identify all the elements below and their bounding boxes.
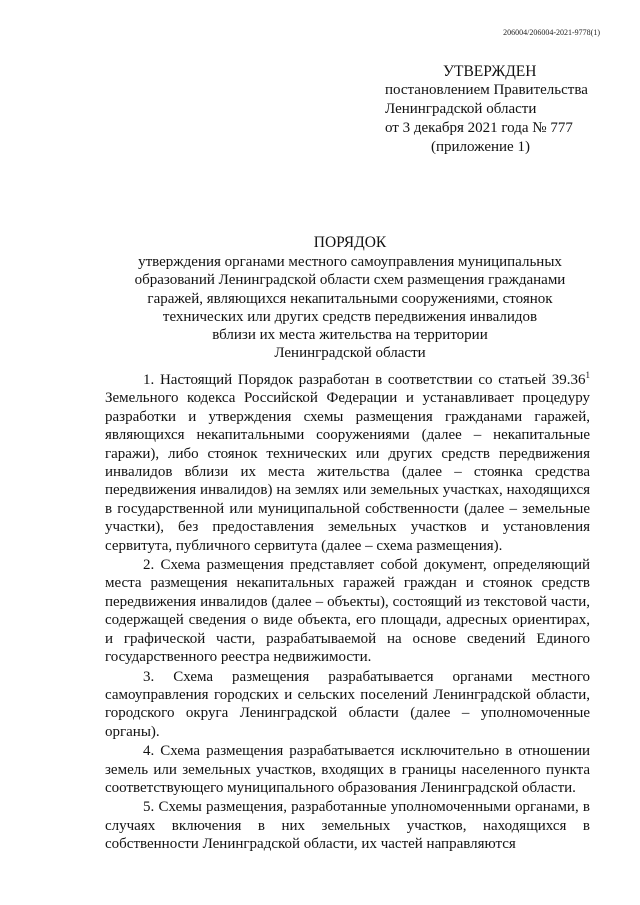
subtitle-line: вблизи их места жительства на территории [212, 327, 488, 344]
document-title: ПОРЯДОК [313, 234, 387, 251]
approval-line: Ленинградской области [385, 101, 537, 117]
approval-note: (приложение 1) [431, 139, 530, 155]
approval-title: УТВЕРЖДЕН [443, 63, 537, 80]
document-body [105, 371, 590, 854]
approval-line: от 3 декабря 2021 года № 777 [385, 120, 573, 136]
paragraph-3: 3. Схема размещения разрабатывается органами местного самоуправления городских и сельских поселений Ленинградской области, городского округа Ленинградской области (далее – уполномоченные органы). [105, 668, 590, 740]
paragraph-5: 5. Схемы размещения, разработанные уполномоченными органами, в случаях включения в них земельных участков, находящихся в собственности Ленинградской области, их частей направляются [105, 799, 590, 853]
approval-line: постановлением Правительства [385, 82, 588, 98]
approval-stamp [385, 62, 588, 157]
subtitle-line: образований Ленинградской области схем размещения гражданами [134, 272, 566, 289]
paragraph-1 [105, 371, 590, 555]
document-title-block [100, 234, 600, 362]
paragraph-text-continued: Земельного кодекса Российской Федерации и устанавливает процедуру разработки и утверждения схемы размещения гражданами гаражей, являющихся некапитальными сооружениями (далее – некапитальные гаражи), либо стоянок технических или других средств передвижения инвалидов вблизи их места жительства (далее – стоянка средства передвижения инвалидов) на землях или земельных участках, находящихся в государственной или муниципальной собственности (далее – земельные участки), без предоставления земельных участков и установления сервитута, публичного сервитута (далее – схема размещения). [105, 390, 590, 554]
subtitle-line: утверждения органами местного самоуправления муниципальных [138, 254, 562, 271]
document-id: 206004/206004-2021-9778(1) [503, 28, 600, 37]
subtitle-line: гаражей, являющихся некапитальными сооружениями, стоянок [147, 290, 553, 307]
paragraph-text: 1. Настоящий Порядок разработан в соответствии со статьей 39.36 [143, 372, 586, 388]
paragraph-4: 4. Схема размещения разрабатывается исключительно в отношении земель или земельных участков, входящих в границы населенного пункта соответствующего муниципального образования Ленинградской области. [105, 743, 590, 796]
footnote-mark: 1 [585, 370, 590, 380]
subtitle-line: технических или других средств передвижения инвалидов [162, 308, 538, 325]
subtitle-line: Ленинградской области [274, 345, 426, 362]
paragraph-2: 2. Схема размещения представляет собой документ, определяющий места размещения некапитальных гаражей граждан и стоянок средств передвижения инвалидов (далее – объекты), состоящий из текстовой части, содержащей сведения о виде объекта, его площади, адресных ориентирах, и графической части, разрабатываемой на основе сведений Единого государственного реестра недвижимости. [105, 557, 590, 666]
